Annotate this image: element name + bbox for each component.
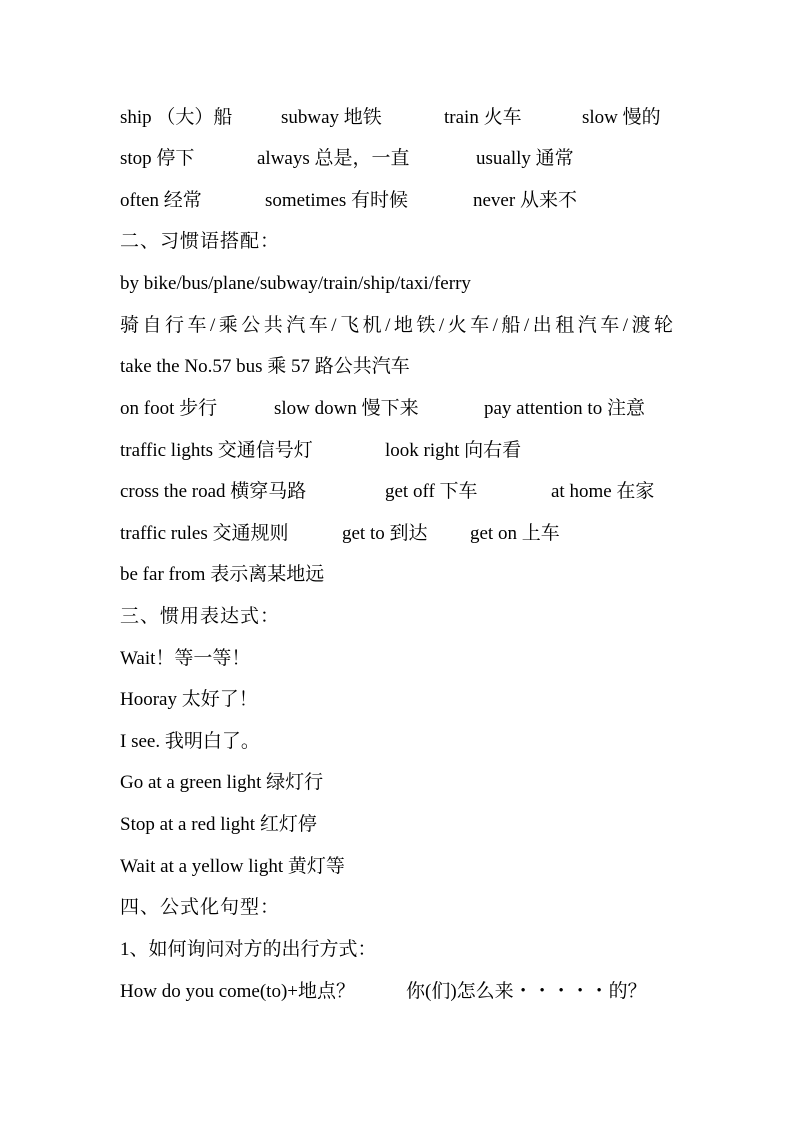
phrase-take-bus: take the No.57 bus 乘 57 路公共汽车 (120, 356, 410, 377)
section-4-heading: 四、公式化句型： (120, 897, 281, 918)
vocab-sometimes: sometimes 有时候 (265, 190, 409, 211)
expression-i-see: I see. 我明白了。 (120, 731, 260, 752)
question-english: How do you come(to)+地点？ (120, 981, 355, 1002)
vocab-slow: slow 慢的 (582, 107, 661, 128)
vocab-subway: subway 地铁 (281, 107, 382, 128)
phrase-pay-attention: pay attention to 注意 (484, 398, 645, 419)
phrase-on-foot: on foot 步行 (120, 398, 218, 419)
expression-green-light: Go at a green light 绿灯行 (120, 772, 324, 793)
phrase-get-off: get off 下车 (385, 481, 478, 502)
vocab-often: often 经常 (120, 190, 202, 211)
phrase-transport-chinese: 骑自行车/乘公共汽车/飞机/地铁/火车/船/出租汽车/渡轮 (120, 315, 673, 336)
phrase-traffic-lights: traffic lights 交通信号灯 (120, 440, 313, 461)
phrase-traffic-rules: traffic rules 交通规则 (120, 523, 289, 544)
vocab-always: always 总是，一直 (257, 148, 410, 169)
expression-wait: Wait！等一等！ (120, 648, 251, 669)
expression-yellow-light: Wait at a yellow light 黄灯等 (120, 856, 345, 877)
question-chinese: 你(们)怎么来・・・・・的？ (406, 981, 647, 1002)
section-4-subheading-1: 1、如何询问对方的出行方式： (120, 939, 377, 960)
phrase-at-home: at home 在家 (551, 481, 655, 502)
section-2-heading: 二、习惯语搭配： (120, 231, 281, 252)
vocab-stop: stop 停下 (120, 148, 195, 169)
expression-hooray: Hooray 太好了！ (120, 689, 258, 710)
phrase-get-to: get to 到达 (342, 523, 428, 544)
vocab-never: never 从来不 (473, 190, 577, 211)
section-3-heading: 三、惯用表达式： (120, 606, 281, 627)
vocab-train: train 火车 (444, 107, 522, 128)
phrase-be-far-from: be far from 表示离某地远 (120, 564, 325, 585)
vocab-usually: usually 通常 (476, 148, 574, 169)
phrase-by-transport: by bike/bus/plane/subway/train/ship/taxi/ferry (120, 273, 471, 294)
vocab-ship: ship （大）船 (120, 107, 233, 128)
expression-red-light: Stop at a red light 红灯停 (120, 814, 317, 835)
phrase-cross-road: cross the road 横穿马路 (120, 481, 307, 502)
phrase-look-right: look right 向右看 (385, 440, 522, 461)
phrase-slow-down: slow down 慢下来 (274, 398, 419, 419)
phrase-get-on: get on 上车 (470, 523, 560, 544)
